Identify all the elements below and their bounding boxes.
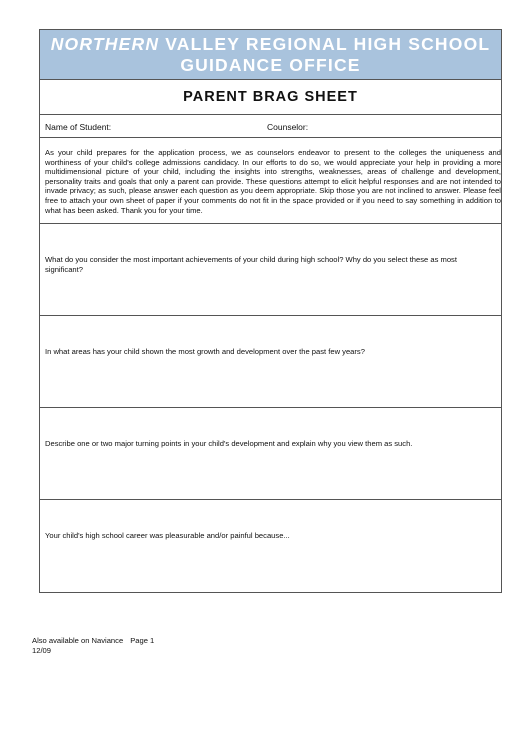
student-name-field[interactable]: Name of Student:: [45, 122, 112, 132]
question-text: Describe one or two major turning points in your child's development and explain why you view them as such.: [45, 439, 413, 448]
office-name: GUIDANCE OFFICE: [180, 55, 361, 75]
question-career[interactable]: [40, 500, 501, 592]
question-text: Your child's high school career was pleasurable and/or painful because...: [45, 531, 290, 540]
brag-sheet-form: [39, 29, 502, 593]
question-growth[interactable]: [40, 316, 501, 408]
page-title: PARENT BRAG SHEET: [40, 80, 501, 115]
school-name-italic: NORTHERN: [50, 34, 160, 54]
name-counselor-row: [40, 115, 501, 138]
question-text: In what areas has your child shown the most growth and development over the past few years?: [45, 347, 365, 356]
page-number: Page 1: [130, 636, 155, 645]
school-name: [40, 34, 501, 55]
question-turning-points[interactable]: [40, 408, 501, 500]
page-footer: [32, 636, 154, 655]
intro-paragraph: As your child prepares for the application process, we as counselors endeavor to present to the colleges the uniqueness and worthiness of your child's college admissions candidacy. In our efforts to do so, we would appreciate your help in providing a more multidimensional picture of your child, including the insights into strengths, weaknesses, areas of challenge and development, personality traits and goals that only a parent can provide. These questions attempt to elicit helpful responses and are not intended to invade privacy; as such, please answer each question as you deem appropriate. Skip those you are not inclined to answer. Please feel free to attach your own sheet of paper if your comments do not fit in the space provided or if you need to say something in addition to what has been asked. Thank you for your time.: [40, 138, 501, 224]
revision-date: 12/09: [32, 645, 52, 655]
question-text: What do you consider the most important achievements of your child during high school? Why do you select these as most significant?: [45, 255, 457, 274]
availability-note: Also available on Naviance: [32, 636, 124, 645]
school-header: [40, 30, 501, 80]
question-achievements[interactable]: [40, 224, 501, 316]
school-name-rest: VALLEY REGIONAL HIGH SCHOOL: [159, 34, 491, 54]
counselor-field[interactable]: Counselor:: [267, 122, 309, 132]
